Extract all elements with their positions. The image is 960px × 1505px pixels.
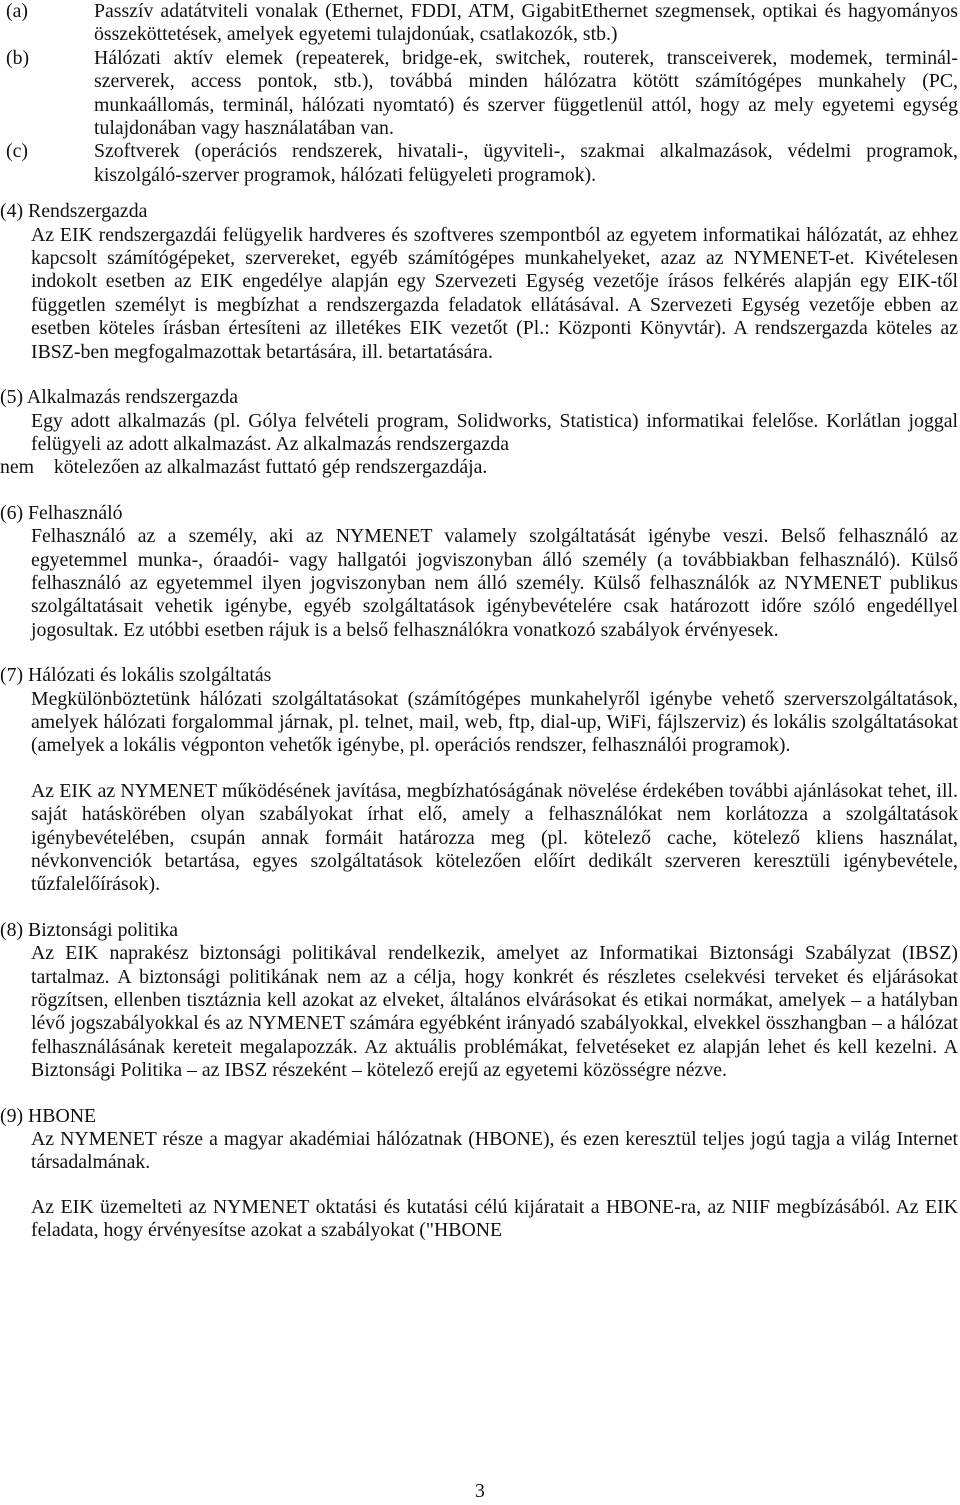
section-heading: (4) Rendszergazda [0,200,148,223]
section-heading: (7) Hálózati és lokális szolgáltatás [0,664,272,687]
section-body: Az EIK rendszergazdái felügyelik hardveres és szoftveres szempontból az egyetem informatikai hálózatát, az ehhez kapcsolt számítógépeket, szervereket, egyéb számítógépes munkahelyeket, azaz az NYMENET-et. Kivételesen indokolt esetben az EIK engedélye alapján egy Szervezeti Egység vezetője írásos felkérés alapján egy EIK-től független személyt is megbízhat a rendszergazda feladatok ellátásával. A Szervezeti Egység vezetője ebben az esetben köteles írásban értesíteni az illetékes EIK vezetőt (Pl.: Központi Könyvtár). A rendszergazda köteles az IBSZ-ben megfogalmazottak betartására, ill. betartatására. [31,223,958,363]
page-number: 3 [475,1480,485,1502]
list-marker: (c) [6,140,28,163]
definition-list [0,0,960,187]
section-heading: (5) Alkalmazás rendszergazda [0,386,238,409]
section-halozati-lokalis-szolgaltatas [0,664,960,758]
paragraph-eik-ajanlasok: Az EIK az NYMENET működésének javítása, megbízhatóságának növelése érdekében további ajánlásokat tehet, ill. saját hatáskörében olyan szabályokat írhat elő, amely a felhasználókat nem korlátozza a szolgáltatások igénybevételében, csupán annak formáit határozza meg (pl. kötelező cache, kötelező kliens használat, névkonvenciók betartása, egyes szolgáltatások kötelezően előírt dedikált szerveren keresztüli igénybevétele, tűzfalelőírások). [31,779,958,896]
section-body: Egy adott alkalmazás (pl. Gólya felvételi program, Solidworks, Statistica) informatikai felelőse. Korlátlan joggal felügyeli az adott alkalmazást. Az alkalmazás rendszergazda [31,409,958,455]
section-heading: (6) Felhasználó [0,501,123,524]
section-body-tail: nem kötelezően az alkalmazást futtató gép rendszergazdája. [0,456,488,479]
list-item-text: Passzív adatátviteli vonalak (Ethernet, FDDI, ATM, GigabitEthernet szegmensek, optikai és hagyományos összeköttetések, amelyek egyetemi tulajdonúak, csatlakozók, stb.) [94,0,958,46]
section-felhasznalo [0,502,960,642]
list-marker: (a) [6,0,28,22]
section-heading: (9) HBONE [0,1104,97,1127]
section-biztonsagi-politika [0,919,960,1083]
section-alkalmazas-rendszergazda [0,386,960,480]
section-body: Felhasználó az a személy, aki az NYMENET valamely szolgáltatását igénybe veszi. Belső felhasználó az egyetemmel munka-, óraadói- vagy hallgatói jogviszonyban álló személy (a továbbiakban felhasználó). Külső felhasználó az egyetemmel ilyen jogviszonyban nem álló személy. Külső felhasználók az NYMENET publikus szolgáltatásait vehetik igénybe, egyéb szolgáltatások igénybevételére csak határozott időre szóló engedéllyel jogosultak. Ez utóbbi esetben rájuk is a belső felhasználókra vonatkozó szabályok érvényesek. [31,525,958,641]
list-marker: (b) [6,46,30,69]
list-item-text: Hálózati aktív elemek (repeaterek, bridge-ek, switchek, routerek, transceiverek, modemek, terminál-szerverek, access pontok, stb.), továbbá minden hálózatra kötött számítógépes munkahely (PC, munkaállomás, terminál, hálózati nyomtató) és szerver függetlenül attól, hogy az mely egyetemi egység tulajdonában vagy használatában van. [94,46,958,140]
section-hbone [0,1105,960,1175]
section-body: Megkülönböztetünk hálózati szolgáltatásokat (számítógépes munkahelyről igénybe vehető szerverszolgáltatások, amelyek hálózati forgalommal járnak, pl. telnet, mail, web, ftp, dial-up, WiFi, fájlszerviz) és lokális szolgáltatásokat (amelyek a lokális végponton vehetők igénybe, pl. operációs rendszer, felhasználói programok). [31,687,958,757]
section-heading: (8) Biztonsági politika [0,918,179,941]
section-body: Az EIK naprakész biztonsági politikával rendelkezik, amelyet az Informatikai Biztonsági Szabályzat (IBSZ) tartalmaz. A biztonsági politikának nem az a célja, hogy konkrét és részletes cselekvési terveket és eljárásokat rögzítsen, ellenben tisztáznia kell azokat az elveket, általános elvárásokat és etikai normákat, amelyek – a hatályban lévő jogszabályokkal és az NYMENET számára egyébként irányadó szabályokkal, elvekkel összhangban – a hálózat felhasználásának kereteit megalapozzák. Az aktuális problémákat, felvetéseket ez alapján lehet és kell kezelni. A Biztonsági Politika – az IBSZ részeként – kötelező erejű az egyetemi közösségre nézve. [31,942,958,1082]
section-rendszergazda [0,200,960,364]
list-item-b [0,47,960,141]
section-body: Az NYMENET része a magyar akadémiai hálózatnak (HBONE), és ezen keresztül teljes jogú tagja a világ Internet társadalmának. [31,1128,958,1174]
list-item-text: Szoftverek (operációs rendszerek, hivatali-, ügyviteli-, szakmai alkalmazások, védelmi programok, kiszolgáló-szerver programok, hálózati felügyeleti programok). [94,140,958,186]
list-item-a [0,0,960,47]
paragraph-eik-uzemelteti: Az EIK üzemelteti az NYMENET oktatási és kutatási célú kijáratait a HBONE-ra, az NIIF megbízásából. Az EIK feladata, hogy érvényesítse azokat a szabályokat ("HBONE [31,1195,958,1242]
list-item-c [0,140,960,187]
